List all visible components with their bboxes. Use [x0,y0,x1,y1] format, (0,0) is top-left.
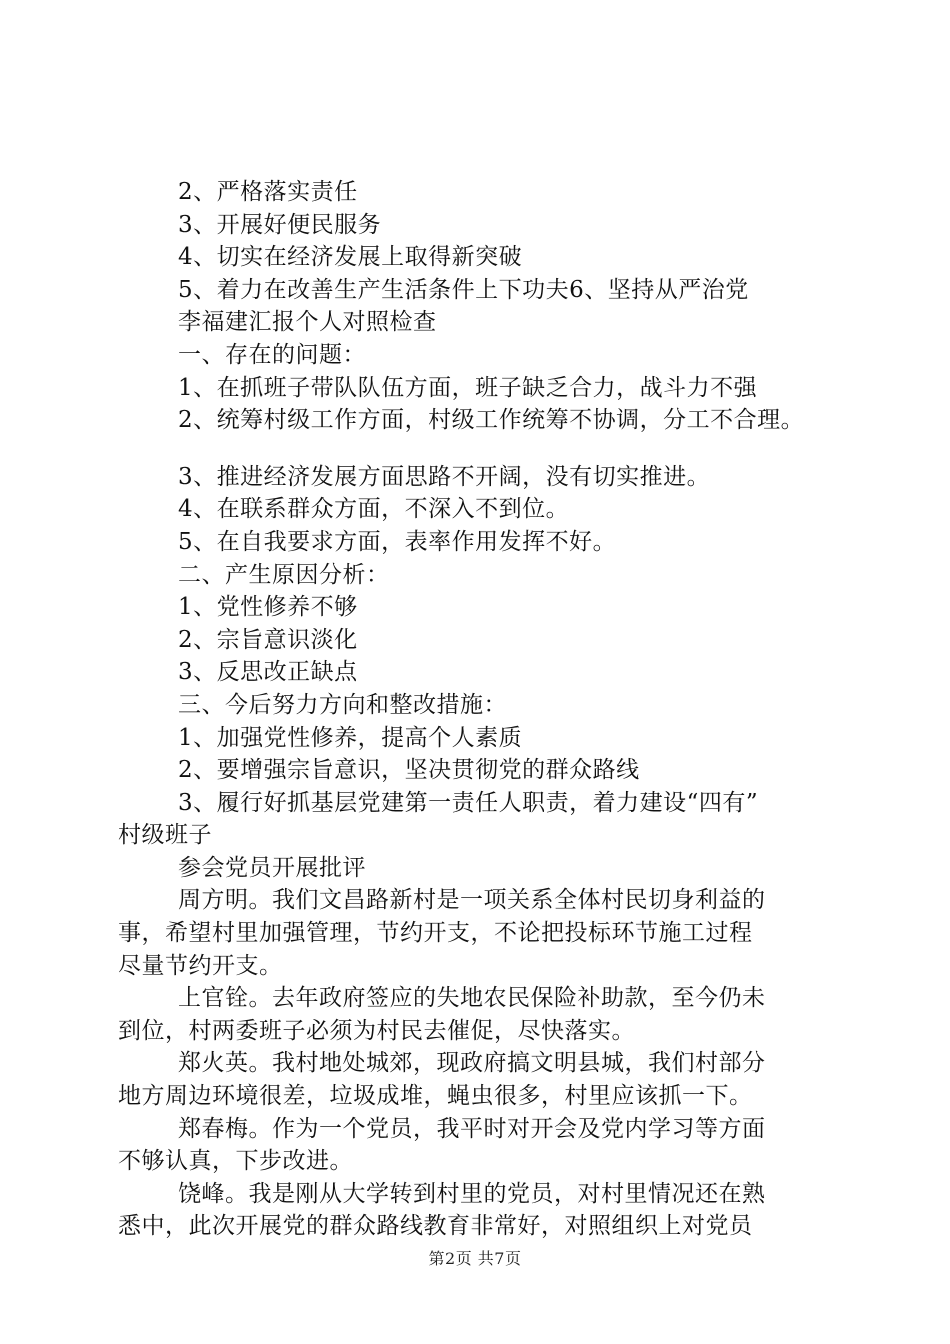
text-line: 不够认真，下步改进。 [118,1148,353,1175]
paragraph-gap [118,437,838,461]
text-line: 到位，村两委班子必须为村民去催促，尽快落实。 [118,1017,635,1044]
section-heading: 一、存在的问题： [178,341,366,368]
text-line: 4、在联系群众方面，不深入不到位。 [178,496,570,523]
text-line: 3、开展好便民服务 [178,211,382,238]
text-line: 饶峰。我是刚从大学转到村里的党员，对村里情况还在熟 [178,1180,766,1207]
section-heading: 二、产生原因分析： [178,561,390,588]
page-number-footer: 第2页 共7页 [428,1249,522,1268]
section-heading: 三、今后努力方向和整改措施： [178,691,507,718]
text-line: 周方明。我们文昌路新村是一项关系全体村民切身利益的 [178,887,766,914]
text-line: 5、在自我要求方面，表率作用发挥不好。 [178,528,617,555]
text-line: 5、着力在改善生产生活条件上下功夫6、坚持从严治党 [178,276,749,303]
text-line: 2、统筹村级工作方面，村级工作统筹不协调，分工不合理。 [178,407,805,434]
text-line: 4、切实在经济发展上取得新突破 [178,244,523,271]
section-title: 参会党员开展批评 [178,854,366,881]
text-line: 3、推进经济发展方面思路不开阔，没有切实推进。 [178,463,711,490]
text-line: 上官铨。去年政府签应的失地农民保险补助款，至今仍未 [178,985,766,1012]
text-line: 2、严格落实责任 [178,179,358,205]
text-line: 悉中，此次开展党的群众路线教育非常好，对照组织上对党员 [118,1213,753,1240]
document-body [118,176,838,1243]
text-line: 事，希望村里加强管理，节约开支，不论把投标环节施工过程 [118,920,753,947]
text-line: 郑春梅。作为一个党员，我平时对开会及党内学习等方面 [178,1115,766,1142]
text-line: 郑火英。我村地处城郊，现政府搞文明县城，我们村部分 [178,1050,766,1077]
text-line: 村级班子 [118,822,212,849]
text-line: 尽量节约开支。 [118,952,283,979]
text-line: 3、反思改正缺点 [178,659,358,686]
text-line: 1、在抓班子带队队伍方面，班子缺乏合力，战斗力不强 [178,374,758,401]
text-line: 2、宗旨意识淡化 [178,626,358,653]
text-line: 1、党性修养不够 [178,594,358,621]
text-line: 地方周边环境很差，垃圾成堆，蝇虫很多，村里应该抓一下。 [118,1083,753,1110]
text-line: 3、履行好抓基层党建第一责任人职责，着力建设“四有” [178,789,759,816]
section-title: 李福建汇报个人对照检查 [178,309,437,336]
text-line: 1、加强党性修养，提高个人素质 [178,724,523,751]
text-line: 2、要增强宗旨意识，坚决贯彻党的群众路线 [178,757,640,784]
